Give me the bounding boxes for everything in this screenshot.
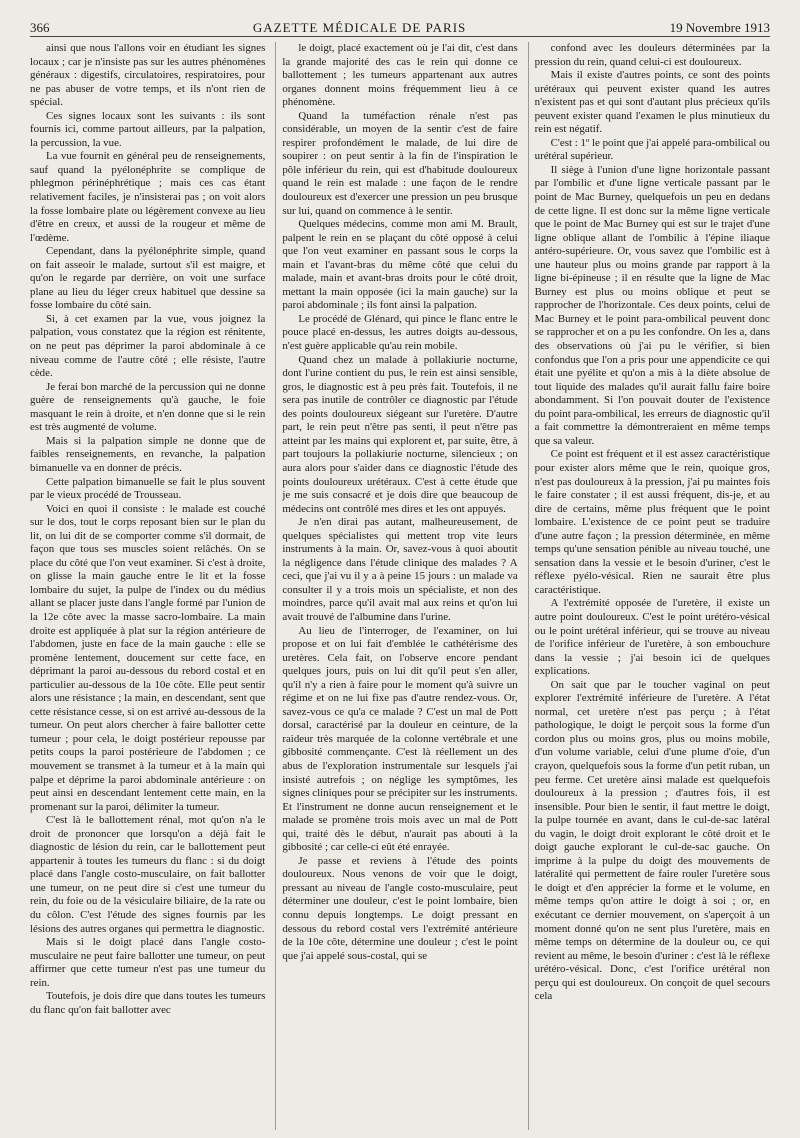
paragraph: le doigt, placé exactement où je l'ai dit, c'est dans la grande majorité des cas le rein qui donne ce ballottement ; les tumeurs appartenant aux autres organes donnent moins fréquemment lieu à ce phénomène. bbox=[282, 42, 518, 109]
paragraph: Toutefois, je dois dire que dans toutes les tumeurs du flanc qu'on fait ballotter avec bbox=[30, 990, 266, 1016]
paragraph: C'est : 1º le point que j'ai appelé para-ombilical ou urétéral supérieur. bbox=[534, 136, 770, 163]
paragraph: Mais si la palpation simple ne donne que de faibles renseignements, en revanche, la palpation bimanuelle va en donner de précis. bbox=[30, 434, 266, 474]
paragraph: La vue fournit en général peu de renseignements, sauf quand la pyélonéphrite se complique de phlegmon périnéphrétique ; mais ces cas étant relativement faciles, je n'insisterai pas ; on voit alors la fosse lombaire plate ou légèrement convexe au lieu d'être en creux, et aussi de la rougeur et même de l'œdème. bbox=[30, 150, 266, 244]
journal-title: GAZETTE MÉDICALE DE PARIS bbox=[252, 20, 467, 35]
paragraph: Il siège à l'union d'une ligne horizontale passant par l'ombilic et d'une ligne verticale passant par le point de Mac Burney, quelquefois un peu en dedans de cette ligne. Il est donc sur la même ligne verticale que le point de Mac Burney qui est sur le trajet d'une ligne oblique allant de l'ombilic à l'épine iliaque antéro-supérieure. Or, vous savez que l'ombilic est à une hauteur plus ou moins grande par rapport à la ligne bi-épineuse ; il en résulte que la ligne de Mac Burney est plus ou moins oblique et peut se rapprocher de l'horizontale. Ces deux points, celui de Mac Burney et le point para-ombilical peuvent donc se rapprocher et on a pu les confondre. On les a, dans des observations où j'ai pu le vérifier, si bien confondus que l'on a pris pour une appendicite ce qui était une pyélite et qu'on a mis à la diète absolue de tout liquide des malades qu'il aurait fallu faire boire abondamment. Si l'on pouvait douter de l'existence du point para-ombilical, les erreurs de diagnostic qu'il a fait commettre la démontreraient en même temps que sa valeur. bbox=[534, 163, 770, 447]
paragraph: Je ferai bon marché de la percussion qui ne donne guère de renseignements qu'à gauche, le foie masquant le rein à droite, et n'en donne que si le rein est très augmenté de volume. bbox=[30, 380, 266, 434]
paragraph: Quelques médecins, comme mon ami M. Brault, palpent le rein en se plaçant du côté opposé à celui que l'on veut examiner en passant sous le corps la main et l'avant-bras du même côté que celui du malade, main et avant-bras droits pour le côté droit, mettant la main opposée (ici la main gauche) sur la paroi abdominale ; ils font ainsi la palpation. bbox=[282, 218, 518, 312]
paragraph: A l'extrémité opposée de l'uretère, il existe un autre point douloureux. C'est le point urétéro-vésical ou le point urétéral inférieur, qui se trouve au niveau de l'orifice inférieur de l'uretère, à son embouchure dans la vessie ; j'ai besoin ici de quelques explications. bbox=[534, 597, 770, 678]
paragraph: Le procédé de Glénard, qui pince le flanc entre le pouce placé en-dessus, les autres doigts au-dessous, n'est guère applicable qu'au rein mobile. bbox=[282, 312, 518, 353]
page-header bbox=[30, 14, 770, 37]
paragraph: Si, à cet examen par la vue, vous joignez la palpation, vous constatez que la région est rénitente, on ne peut pas déprimer la paroi abdominale à ce niveau comme de l'autre côté ; elle résiste, l'autre cède. bbox=[30, 312, 266, 380]
paragraph: Voici en quoi il consiste : le malade est couché sur le dos, tout le corps reposant bien sur le plan du lit, on lui dit de se comporter comme s'il dormait, de façon que tous ses muscles soient relâchés. On se place du côté que l'on veut examiner. Si c'est à droite, on glisse la main gauche entre le lit et la fosse lombaire du sujet, la pulpe de l'index ou du médius allant se placer juste dans l'angle formé par l'union de la 12e côte avec la masse sacro-lombaire. La main droite est appliquée à plat sur la région antérieure de l'abdomen, juste en face de la main gauche : elle se promène lentement, doucement sur cette face, en déprimant la paroi au-dessous du rebord costal et en particulier au-dessous de la 10e côte. Elle peut sentir alors une résistance ; la main, en descendant, sent que cette résistance cesse, si on est arrivé au-dessous de la tumeur. On peut alors chercher à faire ballotter cette tumeur ; pour cela, le doigt postérieur repousse par petits coups la paroi postérieure de l'abdomen ; ce mouvement se transmet à la tumeur et à la main qui palpe et déprime la paroi abdominale antérieure : on peut ainsi en descendant lentement cette main, en la promenant sur la paroi, délimiter la tumeur. bbox=[30, 502, 266, 813]
column-1 bbox=[30, 42, 265, 1130]
paragraph: Je n'en dirai pas autant, malheureusement, de quelques spécialistes qui mettent trop vite leurs instruments à la main. Or, savez-vous à quoi aboutit la négligence dans l'étude clinique des malades ? A ceci, que j'ai vu il y a à peine 15 jours : un malade va consulter il y a trois mois un spécialiste, et non des moindres, parce qu'il avait mal aux reins et qu'on lui avait trouvé de l'albumine dans l'urine. bbox=[282, 516, 518, 623]
paragraph: C'est là le ballottement rénal, mot qu'on n'a le droit de prononcer que lorsqu'on a déjà fait le diagnostic de lésion du rein, car le ballottement peut appartenir à toutes les tumeurs du flanc : si du doigt placé dans l'angle costo-musculaire, on fait ballotter une tumeur, on ne peut dire si c'est une tumeur du rein, du foie ou de la vésiculaire biliaire, de la rate ou du côlon. C'est l'étude des signes fournis par les lésions des autres organes qui permettra le diagnostic. bbox=[30, 814, 266, 935]
paragraph: Mais si le doigt placé dans l'angle costo-musculaire ne peut faire ballotter une tumeur, on peut affirmer que cette tumeur n'est pas une tumeur du rein. bbox=[30, 936, 266, 989]
page-number: 366 bbox=[30, 20, 50, 35]
paragraph: Ces signes locaux sont les suivants : ils sont fournis ici, comme partout ailleurs, par la palpation, la percussion, la vue. bbox=[30, 109, 266, 149]
paragraph: Quand chez un malade à pollakiurie nocturne, dont l'urine contient du pus, le rein est ainsi sensible, gros, le diagnostic est à peu près fait. Toutefois, il ne sera pas inutile de contrôler ce diagnostic par l'étude des points douloureux siégeant sur l'uretère. D'autre part, le rein peut n'être pas senti, il peut n'être pas atteint par les mains qui explorent et, par suite, être, à part toujours la pollakiurie nocturne, silencieux ; on aura alors pour s'aider dans ce diagnostic l'étude des points douloureux urétéraux. C'est à cette étude que je me suis consacré et je dois dire que beaucoup de médecins ont contrôlé mes dires et les ont appuyés. bbox=[282, 353, 518, 515]
paragraph: Je passe et reviens à l'étude des points douloureux. Nous venons de voir que le doigt, pressant au niveau de l'angle costo-musculaire, peut déterminer une douleur, c'est le point lombaire, bien connu depuis longtemps. Le doigt pressant en dessous du rebord costal vers l'extrémité antérieure de la 10e côte, détermine une douleur ; c'est le point que j'ai appelé sous-costal, qui se bbox=[282, 854, 518, 962]
column-3 bbox=[528, 42, 770, 1130]
paragraph: Ce point est fréquent et il est assez caractéristique pour exister alors même que le rein, quoique gros, n'est pas douloureux à la pression, j'ai pu maintes fois le faire constater ; il est aussi fréquent, dis-je, et au dire de certains, même plus fréquent que le point lombaire. L'existence de ce point peut se traduire d'une autre façon ; la pression déterminée, en même temps qu'une sensation pénible au niveau touché, une sensation dans la vessie et le besoin d'uriner, c'est le réflexe pyélo-vésical. Rien ne saurait être plus caractéristique. bbox=[534, 448, 770, 596]
issue-date: 19 Novembre 1913 bbox=[669, 20, 770, 35]
paragraph: Cependant, dans la pyélonéphrite simple, quand on fait asseoir le malade, surtout s'il est maigre, et qu'on le regarde par derrière, on voit une surface plane au lieu du léger creux habituel que dessine sa fosse lombaire du côté sain. bbox=[30, 245, 266, 312]
column-2 bbox=[275, 42, 517, 1130]
paragraph: Quand la tuméfaction rénale n'est pas considérable, un moyen de la sentir c'est de faire respirer profondément le malade, de lui dire de soupirer : on peut sentir à la fin de l'inspiration le pôle inférieur du rein, qui est d'habitude douloureux quand le rein est malade : une façon de le rendre douloureux est d'exercer une pression un peu brusque sur lui, quand on commence à le sentir. bbox=[282, 109, 518, 217]
paragraph: Cette palpation bimanuelle se fait le plus souvent par le vieux procédé de Trousseau. bbox=[30, 475, 266, 502]
paragraph: Au lieu de l'interroger, de l'examiner, on lui propose et on lui fait d'emblée le cathétérisme des uretères. Cela fait, on l'observe encore pendant quelques jours, puis on lui dit qu'il peut s'en aller, qu'il n'y a rien à faire pour le moment qu'à suivre un régime et on ne lui fixe pas d'autre rendez-vous. Or, savez-vous ce qu'a ce malade ? C'est un mal de Pott dorsal, caractérisé par la douleur en ceinture, de la raideur très marquée de la colonne vertébrale et une gibbosité commençante. C'est là réellement un des abus de l'exploration instrumentale sur lesquels j'ai insisté autrefois ; on néglige les symptômes, les signes cliniques pour se précipiter sur les instruments. Et l'instrument ne donne aucun renseignement et le malade se promène trois mois avec un mal de Pott qui, traité dès le début, n'aurait pas abouti à la gibbosité ; car celle-ci eût été enrayée. bbox=[282, 624, 518, 854]
paragraph: Mais il existe d'autres points, ce sont des points urétéraux qui peuvent exister quand les autres n'existent pas et qui sont d'autant plus précieux qu'ils peuvent exister quand l'examen le plus minutieux du rein est négatif. bbox=[534, 69, 770, 136]
paragraph: On sait que par le toucher vaginal on peut explorer l'extrémité inférieure de l'uretère. A l'état normal, cet uretère n'est pas perçu ; à l'état pathologique, le doigt le perçoit sous la forme d'un cordon plus ou moins gros, plus ou moins mobile, d'un volume variable, celui d'une plume d'oie, d'un crayon, quelquefois sous la forme d'un petit ruban, un peu ferme. Cet uretère ainsi malade est quelquefois douloureux à la pression ; d'autres fois, il est insensible. Pour bien le sentir, il faut mettre le doigt, la pulpe tournée en avant, dans le cul-de-sac latéral du vagin, le doigt droit explorant le côté droit et le doigt gauche explorant le cul-de-sac gauche. On imprime à la pulpe du doigt des mouvements de latéralité qui permettent de faire rouler l'uretère sous le doigt et d'en apprécier la forme et le volume, en même temps qu'on attire le doigt à soi ; or, en exécutant ce dernier mouvement, on s'aperçoit à un moment donné qu'on ne sent plus l'uretère, mais en même temps on détermine de la douleur ou, ce qui revient au même, le besoin d'uriner : c'est là le réflexe urétéro-vésical. Donc, c'est l'orifice urétéral non perçu qui est douloureux. On conçoit de quel secours cela bbox=[534, 678, 770, 1003]
text-columns bbox=[30, 42, 770, 1130]
paragraph: confond avec les douleurs déterminées par la pression du rein, quand celui-ci est douloureux. bbox=[534, 42, 770, 68]
paragraph: ainsi que nous l'allons voir en étudiant les signes locaux ; car je n'insiste pas sur les autres phénomènes généraux : digestifs, circulatoires, respiratoires, pour ne pas abuser de votre temps, et ils n'ont rien de spécial. bbox=[30, 42, 266, 109]
